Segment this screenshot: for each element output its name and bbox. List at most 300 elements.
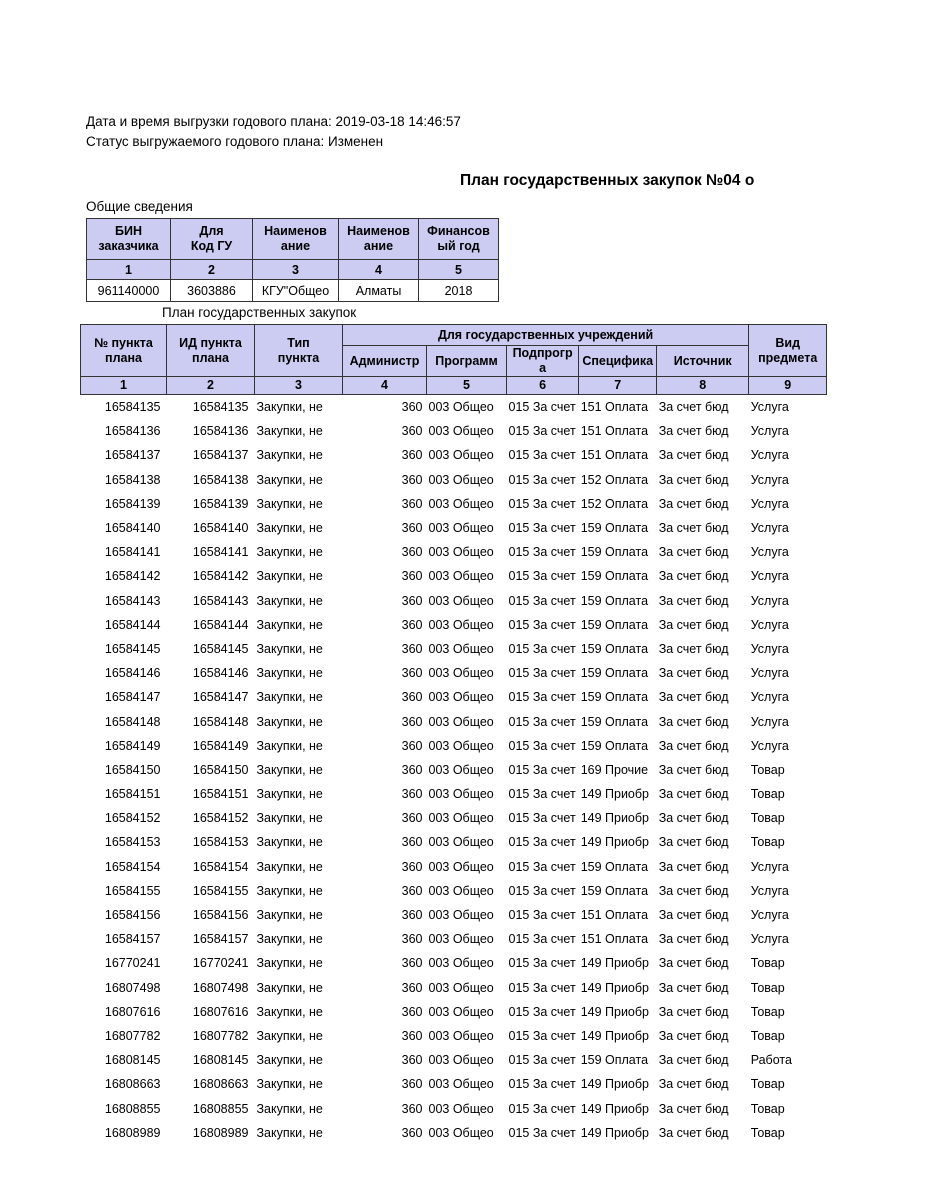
plan-cell-num-punkta: 16584144 xyxy=(81,613,167,637)
plan-cell-specifika: 159 Оплата xyxy=(579,879,657,903)
plan-cell-programma: 003 Общео xyxy=(427,468,507,492)
plan-cell-istochnik: За счет бюд xyxy=(657,1000,749,1024)
plan-cell-specifika: 149 Приобр xyxy=(579,830,657,854)
plan-cell-administrator: 360 xyxy=(343,951,427,975)
plan-cell-vid-predmeta: Услуга xyxy=(749,419,827,443)
plan-cell-tip-punkta: Закупки, не xyxy=(255,951,343,975)
plan-cell-programma: 003 Общео xyxy=(427,1000,507,1024)
plan-cell-administrator: 360 xyxy=(343,734,427,758)
table-row xyxy=(81,927,827,951)
plan-cell-istochnik: За счет бюд xyxy=(657,951,749,975)
plan-cell-id-punkta: 16584145 xyxy=(167,637,255,661)
plan-cell-vid-predmeta: Товар xyxy=(749,976,827,1000)
plan-cell-istochnik: За счет бюд xyxy=(657,516,749,540)
plan-cell-programma: 003 Общео xyxy=(427,419,507,443)
plan-cell-podprogramma: 015 За счет xyxy=(507,1096,579,1120)
table-row xyxy=(81,419,827,443)
page-title: План государственных закупок №04 о xyxy=(460,172,755,189)
plan-header-vid-predmeta-line1: Вид xyxy=(775,335,801,350)
plan-cell-vid-predmeta: Услуга xyxy=(749,709,827,733)
general-colnum-5: 5 xyxy=(419,260,499,280)
plan-cell-id-punkta: 16584138 xyxy=(167,468,255,492)
plan-cell-programma: 003 Общео xyxy=(427,637,507,661)
plan-cell-programma: 003 Общео xyxy=(427,443,507,467)
plan-cell-id-punkta: 16584148 xyxy=(167,709,255,733)
plan-cell-administrator: 360 xyxy=(343,613,427,637)
plan-colnum-9: 9 xyxy=(749,377,827,395)
plan-cell-tip-punkta: Закупки, не xyxy=(255,734,343,758)
plan-cell-programma: 003 Общео xyxy=(427,782,507,806)
plan-cell-specifika: 149 Приобр xyxy=(579,951,657,975)
plan-header-administrator: Администр xyxy=(343,346,427,377)
plan-cell-id-punkta: 16584143 xyxy=(167,589,255,613)
plan-header-id-punkta xyxy=(167,325,255,377)
plan-cell-administrator: 360 xyxy=(343,661,427,685)
plan-cell-podprogramma: 015 За счет xyxy=(507,1121,579,1145)
plan-cell-programma: 003 Общео xyxy=(427,613,507,637)
table-row xyxy=(81,1072,827,1096)
plan-cell-programma: 003 Общео xyxy=(427,734,507,758)
plan-cell-tip-punkta: Закупки, не xyxy=(255,830,343,854)
plan-cell-tip-punkta: Закупки, не xyxy=(255,927,343,951)
table-row xyxy=(81,879,827,903)
plan-cell-id-punkta: 16584154 xyxy=(167,855,255,879)
plan-cell-num-punkta: 16808663 xyxy=(81,1072,167,1096)
plan-cell-id-punkta: 16807782 xyxy=(167,1024,255,1048)
general-header-name1-line2: ание xyxy=(280,239,311,253)
plan-cell-administrator: 360 xyxy=(343,758,427,782)
plan-cell-num-punkta: 16584157 xyxy=(81,927,167,951)
table-row xyxy=(81,976,827,1000)
plan-cell-id-punkta: 16584157 xyxy=(167,927,255,951)
plan-cell-id-punkta: 16584147 xyxy=(167,685,255,709)
plan-cell-num-punkta: 16584143 xyxy=(81,589,167,613)
plan-cell-istochnik: За счет бюд xyxy=(657,589,749,613)
plan-cell-podprogramma: 015 За счет xyxy=(507,1048,579,1072)
plan-cell-administrator: 360 xyxy=(343,540,427,564)
plan-cell-num-punkta: 16584152 xyxy=(81,806,167,830)
plan-cell-id-punkta: 16770241 xyxy=(167,951,255,975)
table-row xyxy=(81,1121,827,1145)
plan-cell-vid-predmeta: Товар xyxy=(749,1000,827,1024)
plan-cell-id-punkta: 16584140 xyxy=(167,516,255,540)
plan-cell-specifika: 159 Оплата xyxy=(579,564,657,588)
plan-cell-programma: 003 Общео xyxy=(427,855,507,879)
plan-cell-podprogramma: 015 За счет xyxy=(507,613,579,637)
plan-cell-administrator: 360 xyxy=(343,1096,427,1120)
plan-cell-id-punkta: 16584136 xyxy=(167,419,255,443)
plan-cell-podprogramma: 015 За счет xyxy=(507,419,579,443)
table-row xyxy=(81,758,827,782)
plan-cell-tip-punkta: Закупки, не xyxy=(255,395,343,420)
plan-cell-num-punkta: 16807498 xyxy=(81,976,167,1000)
plan-cell-podprogramma: 015 За счет xyxy=(507,1000,579,1024)
plan-cell-num-punkta: 16807782 xyxy=(81,1024,167,1048)
plan-cell-id-punkta: 16584149 xyxy=(167,734,255,758)
table-row xyxy=(81,637,827,661)
plan-cell-vid-predmeta: Услуга xyxy=(749,637,827,661)
plan-cell-tip-punkta: Закупки, не xyxy=(255,492,343,516)
plan-cell-programma: 003 Общео xyxy=(427,709,507,733)
plan-header-id-punkta-line1: ИД пункта xyxy=(179,335,242,350)
plan-cell-vid-predmeta: Товар xyxy=(749,782,827,806)
general-header-kodgu-line1: Для xyxy=(199,224,224,238)
plan-cell-tip-punkta: Закупки, не xyxy=(255,613,343,637)
plan-cell-specifika: 152 Оплата xyxy=(579,468,657,492)
plan-cell-administrator: 360 xyxy=(343,685,427,709)
plan-cell-vid-predmeta: Услуга xyxy=(749,879,827,903)
plan-cell-tip-punkta: Закупки, не xyxy=(255,1072,343,1096)
plan-cell-istochnik: За счет бюд xyxy=(657,685,749,709)
plan-cell-id-punkta: 16808145 xyxy=(167,1048,255,1072)
general-header-name2-line1: Наименов xyxy=(347,224,410,238)
plan-colnum-4: 4 xyxy=(343,377,427,395)
plan-cell-num-punkta: 16584149 xyxy=(81,734,167,758)
plan-cell-vid-predmeta: Товар xyxy=(749,1024,827,1048)
general-colnum-4: 4 xyxy=(339,260,419,280)
plan-colnum-7: 7 xyxy=(579,377,657,395)
table-row xyxy=(81,589,827,613)
general-header-name2 xyxy=(339,219,419,260)
table-row xyxy=(81,613,827,637)
plan-cell-podprogramma: 015 За счет xyxy=(507,540,579,564)
plan-cell-istochnik: За счет бюд xyxy=(657,1072,749,1096)
plan-cell-podprogramma: 015 За счет xyxy=(507,637,579,661)
plan-cell-programma: 003 Общео xyxy=(427,830,507,854)
plan-cell-id-punkta: 16584146 xyxy=(167,661,255,685)
plan-header-programma: Программ xyxy=(427,346,507,377)
plan-cell-programma: 003 Общео xyxy=(427,540,507,564)
plan-cell-programma: 003 Общео xyxy=(427,758,507,782)
plan-cell-tip-punkta: Закупки, не xyxy=(255,806,343,830)
plan-cell-num-punkta: 16584141 xyxy=(81,540,167,564)
plan-cell-administrator: 360 xyxy=(343,806,427,830)
plan-cell-programma: 003 Общео xyxy=(427,927,507,951)
table-row xyxy=(81,685,827,709)
plan-header-id-punkta-line2: плана xyxy=(192,350,229,365)
plan-cell-num-punkta: 16584155 xyxy=(81,879,167,903)
table-row xyxy=(81,1000,827,1024)
plan-cell-istochnik: За счет бюд xyxy=(657,468,749,492)
plan-table-label: План государственных закупок xyxy=(162,305,357,320)
plan-cell-vid-predmeta: Услуга xyxy=(749,443,827,467)
plan-cell-administrator: 360 xyxy=(343,709,427,733)
plan-cell-specifika: 169 Прочие xyxy=(579,758,657,782)
plan-cell-tip-punkta: Закупки, не xyxy=(255,516,343,540)
plan-cell-id-punkta: 16584139 xyxy=(167,492,255,516)
plan-cell-vid-predmeta: Услуга xyxy=(749,468,827,492)
table-row xyxy=(81,468,827,492)
plan-cell-specifika: 149 Приобр xyxy=(579,782,657,806)
plan-header-num-punkta xyxy=(81,325,167,377)
plan-cell-tip-punkta: Закупки, не xyxy=(255,589,343,613)
plan-cell-id-punkta: 16808855 xyxy=(167,1096,255,1120)
plan-cell-tip-punkta: Закупки, не xyxy=(255,1048,343,1072)
procurement-plan-body xyxy=(81,395,827,1145)
plan-cell-specifika: 151 Оплата xyxy=(579,419,657,443)
plan-cell-vid-predmeta: Товар xyxy=(749,1121,827,1145)
plan-cell-num-punkta: 16584138 xyxy=(81,468,167,492)
plan-cell-istochnik: За счет бюд xyxy=(657,976,749,1000)
table-row xyxy=(81,540,827,564)
plan-colnum-8: 8 xyxy=(657,377,749,395)
plan-cell-num-punkta: 16584139 xyxy=(81,492,167,516)
plan-cell-vid-predmeta: Услуга xyxy=(749,395,827,420)
plan-cell-podprogramma: 015 За счет xyxy=(507,468,579,492)
plan-cell-programma: 003 Общео xyxy=(427,1072,507,1096)
plan-cell-istochnik: За счет бюд xyxy=(657,661,749,685)
plan-cell-vid-predmeta: Услуга xyxy=(749,927,827,951)
plan-cell-istochnik: За счет бюд xyxy=(657,395,749,420)
plan-cell-podprogramma: 015 За счет xyxy=(507,734,579,758)
plan-cell-podprogramma: 015 За счет xyxy=(507,492,579,516)
general-cell-kodgu: 3603886 xyxy=(171,280,253,302)
general-info-table xyxy=(86,218,499,302)
plan-cell-administrator: 360 xyxy=(343,564,427,588)
plan-cell-tip-punkta: Закупки, не xyxy=(255,1024,343,1048)
plan-cell-podprogramma: 015 За счет xyxy=(507,589,579,613)
plan-cell-specifika: 149 Приобр xyxy=(579,1096,657,1120)
plan-cell-podprogramma: 015 За счет xyxy=(507,927,579,951)
plan-cell-id-punkta: 16584135 xyxy=(167,395,255,420)
plan-header-vid-predmeta-line2: предмета xyxy=(758,350,818,365)
plan-cell-vid-predmeta: Услуга xyxy=(749,734,827,758)
plan-cell-programma: 003 Общео xyxy=(427,661,507,685)
plan-cell-id-punkta: 16584150 xyxy=(167,758,255,782)
general-header-finyear-line2: ый год xyxy=(437,239,480,253)
plan-cell-specifika: 159 Оплата xyxy=(579,589,657,613)
plan-cell-administrator: 360 xyxy=(343,1072,427,1096)
plan-cell-vid-predmeta: Товар xyxy=(749,1072,827,1096)
plan-cell-programma: 003 Общео xyxy=(427,1024,507,1048)
plan-cell-programma: 003 Общео xyxy=(427,976,507,1000)
plan-cell-num-punkta: 16584148 xyxy=(81,709,167,733)
plan-cell-specifika: 149 Приобр xyxy=(579,1121,657,1145)
plan-header-istochnik: Источник xyxy=(657,346,749,377)
plan-cell-specifika: 149 Приобр xyxy=(579,806,657,830)
table-row xyxy=(81,516,827,540)
general-header-kodgu xyxy=(171,219,253,260)
plan-cell-specifika: 149 Приобр xyxy=(579,1072,657,1096)
plan-cell-istochnik: За счет бюд xyxy=(657,903,749,927)
plan-cell-istochnik: За счет бюд xyxy=(657,927,749,951)
export-status-line: Статус выгружаемого годового плана: Изменен xyxy=(86,134,384,149)
plan-cell-podprogramma: 015 За счет xyxy=(507,830,579,854)
general-cell-finyear: 2018 xyxy=(419,280,499,302)
plan-cell-podprogramma: 015 За счет xyxy=(507,395,579,420)
plan-cell-tip-punkta: Закупки, не xyxy=(255,685,343,709)
plan-cell-administrator: 360 xyxy=(343,395,427,420)
plan-cell-istochnik: За счет бюд xyxy=(657,1121,749,1145)
plan-cell-specifika: 151 Оплата xyxy=(579,395,657,420)
plan-cell-specifika: 159 Оплата xyxy=(579,855,657,879)
table-header-row-top xyxy=(81,325,827,346)
general-header-bin-line1: БИН xyxy=(115,224,142,238)
plan-cell-id-punkta: 16584137 xyxy=(167,443,255,467)
plan-colnum-3: 3 xyxy=(255,377,343,395)
plan-header-tip-punkta-line1: Тип xyxy=(287,335,310,350)
plan-cell-vid-predmeta: Услуга xyxy=(749,855,827,879)
plan-cell-programma: 003 Общео xyxy=(427,492,507,516)
general-header-kodgu-line2: Код ГУ xyxy=(190,239,233,253)
plan-cell-administrator: 360 xyxy=(343,443,427,467)
plan-cell-id-punkta: 16584153 xyxy=(167,830,255,854)
plan-cell-num-punkta: 16808855 xyxy=(81,1096,167,1120)
table-row xyxy=(81,443,827,467)
plan-cell-tip-punkta: Закупки, не xyxy=(255,903,343,927)
plan-cell-podprogramma: 015 За счет xyxy=(507,903,579,927)
plan-cell-programma: 003 Общео xyxy=(427,564,507,588)
plan-cell-vid-predmeta: Товар xyxy=(749,806,827,830)
plan-cell-num-punkta: 16584136 xyxy=(81,419,167,443)
plan-colnum-6: 6 xyxy=(507,377,579,395)
plan-cell-vid-predmeta: Услуга xyxy=(749,564,827,588)
plan-cell-administrator: 360 xyxy=(343,1024,427,1048)
plan-cell-vid-predmeta: Услуга xyxy=(749,516,827,540)
plan-cell-administrator: 360 xyxy=(343,1000,427,1024)
plan-cell-num-punkta: 16584154 xyxy=(81,855,167,879)
plan-cell-istochnik: За счет бюд xyxy=(657,1096,749,1120)
plan-cell-vid-predmeta: Услуга xyxy=(749,685,827,709)
plan-cell-specifika: 159 Оплата xyxy=(579,540,657,564)
plan-cell-programma: 003 Общео xyxy=(427,516,507,540)
plan-cell-specifika: 149 Приобр xyxy=(579,1024,657,1048)
plan-cell-num-punkta: 16584147 xyxy=(81,685,167,709)
plan-cell-num-punkta: 16807616 xyxy=(81,1000,167,1024)
plan-cell-num-punkta: 16584137 xyxy=(81,443,167,467)
table-column-number-row xyxy=(87,260,499,280)
plan-cell-tip-punkta: Закупки, не xyxy=(255,468,343,492)
plan-header-vid-predmeta xyxy=(749,325,827,377)
plan-cell-id-punkta: 16584144 xyxy=(167,613,255,637)
table-header-row xyxy=(87,219,499,260)
plan-cell-vid-predmeta: Услуга xyxy=(749,661,827,685)
plan-cell-programma: 003 Общео xyxy=(427,1096,507,1120)
plan-header-podprogramma: Подпрогра xyxy=(507,346,579,377)
general-header-name1 xyxy=(253,219,339,260)
plan-header-tip-punkta-line2: пункта xyxy=(277,350,320,365)
plan-cell-tip-punkta: Закупки, не xyxy=(255,1000,343,1024)
plan-cell-administrator: 360 xyxy=(343,782,427,806)
plan-cell-num-punkta: 16584146 xyxy=(81,661,167,685)
plan-cell-num-punkta: 16770241 xyxy=(81,951,167,975)
plan-cell-id-punkta: 16584155 xyxy=(167,879,255,903)
table-row xyxy=(81,1024,827,1048)
plan-cell-num-punkta: 16584145 xyxy=(81,637,167,661)
plan-cell-specifika: 151 Оплата xyxy=(579,903,657,927)
table-row xyxy=(81,782,827,806)
plan-cell-administrator: 360 xyxy=(343,589,427,613)
table-row xyxy=(81,903,827,927)
plan-colnum-1: 1 xyxy=(81,377,167,395)
plan-cell-podprogramma: 015 За счет xyxy=(507,951,579,975)
plan-cell-num-punkta: 16584150 xyxy=(81,758,167,782)
export-meta xyxy=(86,112,461,152)
plan-cell-specifika: 151 Оплата xyxy=(579,927,657,951)
plan-cell-tip-punkta: Закупки, не xyxy=(255,661,343,685)
plan-colnum-5: 5 xyxy=(427,377,507,395)
table-row xyxy=(81,661,827,685)
plan-cell-istochnik: За счет бюд xyxy=(657,782,749,806)
plan-cell-vid-predmeta: Товар xyxy=(749,830,827,854)
general-header-name1-line1: Наименов xyxy=(264,224,327,238)
table-row xyxy=(81,709,827,733)
plan-cell-istochnik: За счет бюд xyxy=(657,806,749,830)
plan-cell-id-punkta: 16584142 xyxy=(167,564,255,588)
plan-cell-specifika: 159 Оплата xyxy=(579,613,657,637)
plan-cell-num-punkta: 16584151 xyxy=(81,782,167,806)
general-header-bin xyxy=(87,219,171,260)
plan-cell-num-punkta: 16584140 xyxy=(81,516,167,540)
plan-cell-id-punkta: 16584151 xyxy=(167,782,255,806)
general-cell-name1: КГУ"Общео xyxy=(253,280,339,302)
plan-cell-administrator: 360 xyxy=(343,1121,427,1145)
general-colnum-2: 2 xyxy=(171,260,253,280)
plan-cell-istochnik: За счет бюд xyxy=(657,637,749,661)
general-colnum-1: 1 xyxy=(87,260,171,280)
plan-cell-specifika: 159 Оплата xyxy=(579,709,657,733)
plan-cell-podprogramma: 015 За счет xyxy=(507,1024,579,1048)
plan-cell-podprogramma: 015 За счет xyxy=(507,685,579,709)
plan-cell-administrator: 360 xyxy=(343,879,427,903)
table-row xyxy=(81,492,827,516)
plan-cell-programma: 003 Общео xyxy=(427,879,507,903)
plan-cell-vid-predmeta: Услуга xyxy=(749,492,827,516)
plan-cell-programma: 003 Общео xyxy=(427,589,507,613)
plan-cell-podprogramma: 015 За счет xyxy=(507,879,579,903)
plan-cell-istochnik: За счет бюд xyxy=(657,492,749,516)
general-header-finyear xyxy=(419,219,499,260)
table-row xyxy=(81,395,827,420)
plan-cell-podprogramma: 015 За счет xyxy=(507,661,579,685)
plan-cell-administrator: 360 xyxy=(343,1048,427,1072)
general-cell-bin: 961140000 xyxy=(87,280,171,302)
plan-cell-vid-predmeta: Работа xyxy=(749,1048,827,1072)
plan-cell-id-punkta: 16584156 xyxy=(167,903,255,927)
plan-cell-specifika: 159 Оплата xyxy=(579,516,657,540)
plan-cell-num-punkta: 16584142 xyxy=(81,564,167,588)
plan-cell-podprogramma: 015 За счет xyxy=(507,443,579,467)
plan-cell-id-punkta: 16807616 xyxy=(167,1000,255,1024)
plan-cell-specifika: 149 Приобр xyxy=(579,976,657,1000)
plan-cell-id-punkta: 16808663 xyxy=(167,1072,255,1096)
table-row xyxy=(81,564,827,588)
plan-header-num-punkta-line2: плана xyxy=(105,350,142,365)
plan-header-group-gos: Для государственных учреждений xyxy=(343,325,749,346)
plan-cell-istochnik: За счет бюд xyxy=(657,1048,749,1072)
plan-cell-id-punkta: 16584141 xyxy=(167,540,255,564)
table-row xyxy=(81,806,827,830)
table-row xyxy=(81,1096,827,1120)
general-colnum-3: 3 xyxy=(253,260,339,280)
plan-cell-istochnik: За счет бюд xyxy=(657,613,749,637)
plan-cell-num-punkta: 16808145 xyxy=(81,1048,167,1072)
plan-cell-specifika: 149 Приобр xyxy=(579,1000,657,1024)
plan-cell-specifika: 159 Оплата xyxy=(579,734,657,758)
plan-cell-administrator: 360 xyxy=(343,516,427,540)
plan-cell-vid-predmeta: Товар xyxy=(749,758,827,782)
plan-cell-tip-punkta: Закупки, не xyxy=(255,976,343,1000)
plan-cell-programma: 003 Общео xyxy=(427,1048,507,1072)
plan-cell-vid-predmeta: Услуга xyxy=(749,540,827,564)
plan-cell-administrator: 360 xyxy=(343,903,427,927)
plan-cell-num-punkta: 16584156 xyxy=(81,903,167,927)
plan-cell-id-punkta: 16807498 xyxy=(167,976,255,1000)
plan-cell-administrator: 360 xyxy=(343,855,427,879)
table-row xyxy=(81,734,827,758)
plan-cell-tip-punkta: Закупки, не xyxy=(255,1096,343,1120)
plan-cell-vid-predmeta: Товар xyxy=(749,1096,827,1120)
